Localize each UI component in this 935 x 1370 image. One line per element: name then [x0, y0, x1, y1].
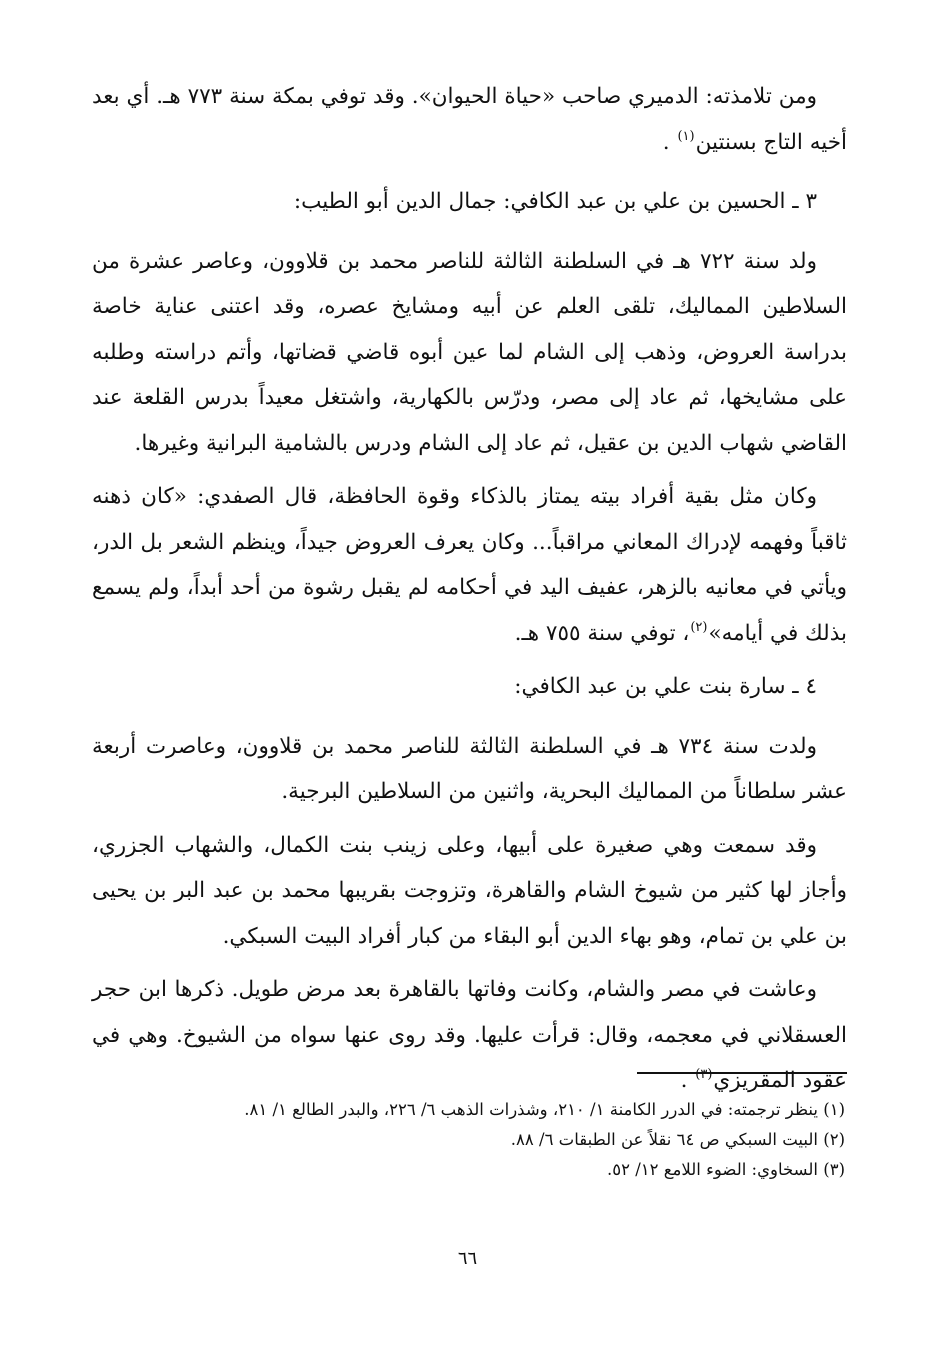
page-number: ٦٦	[457, 1248, 478, 1269]
section-heading-al-husayn	[92, 179, 847, 225]
footnote-ref-2: (٢)	[690, 619, 708, 635]
paragraph-students	[92, 74, 847, 165]
paragraph-husayn-character	[92, 474, 847, 656]
paragraph-text: ومن تلامذته: الدميري صاحب «حياة الحيوان». وقد توفي بمكة سنة ٧٧٣ هـ. أي بعد أخيه التاج بسنتين	[92, 84, 847, 155]
paragraph-sara-death	[92, 967, 847, 1104]
footnote-divider	[637, 1072, 847, 1074]
paragraph-text: وكان مثل بقية أفراد بيته يمتاز بالذكاء وقوة الحافظة، قال الصفدي: «كان ذهنه ثاقباً وفهمه لإدراك المعاني مراقباً... وكان يعرف العروض جيداً، وينظم الشعر بل الدر، ويأتي في معانيه بالزهر، عفيف اليد في أحكامه لم يقبل رشوة من أحد أبداً، ولم يسمع بذلك في أيامه»	[92, 484, 847, 646]
paragraph-text: وعاشت في مصر والشام، وكانت وفاتها بالقاهرة بعد مرض طويل. ذكرها ابن حجر العسقلاني في معجمه، وقال: قرأت عليها. وقد روى عنها سواه من الشيوخ. وهي في عقود المقريزي	[92, 977, 847, 1093]
heading-text: ٣ ـ الحسين بن علي بن عبد الكافي: جمال الدين أبو الطيب:	[293, 189, 817, 214]
heading-text: ٤ ـ سارة بنت علي بن عبد الكافي:	[514, 674, 817, 699]
paragraph-husayn-birth	[92, 239, 847, 467]
paragraph-text: ولد سنة ٧٢٢ هـ في السلطنة الثالثة للناصر محمد بن قلاوون، وعاصر عشرة من السلاطين المماليك، تلقى العلم عن أبيه ومشايخ عصره، وقد اعتنى عناية خاصة بدراسة العروض، وذهب إلى الشام لما عين أبوه قاضي قضاتها، وأتم دراسته وطلبه على مشايخها، ثم عاد إلى مصر، ودرّس بالكهارية، واشتغل معيداً بدرس القلعة عند القاضي شهاب الدين بن عقيل، ثم عاد إلى الشام ودرس بالشامية البرانية وغيرها.	[92, 248, 847, 456]
footnote-2: (٢) البيت السبكي ص ٦٤ نقلاً عن الطبقات ٦/ ٨٨.	[510, 1130, 845, 1149]
main-text	[92, 74, 847, 1112]
paragraph-tail: .	[680, 1068, 695, 1093]
footnote-1: (١) ينظر ترجمته: في الدرر الكامنة ١/ ٢١٠، وشذرات الذهب ٦/ ٢٢٦، والبدر الطالع ١/ ٨١.	[244, 1100, 845, 1119]
footnotes	[95, 1095, 845, 1185]
paragraph-tail: .	[662, 129, 677, 155]
paragraph-text: وقد سمعت وهي صغيرة على أبيها، وعلى زينب بنت الكمال، والشهاب الجزري، وأجاز لها كثير من شيوخ الشام والقاهرة، وتزوجت بقريبها محمد بن عبد البر بن يحيى بن علي بن تمام، وهو بهاء الدين أبو البقاء من كبار أفراد البيت السبكي.	[92, 832, 847, 949]
paragraph-text: ولدت سنة ٧٣٤ هـ في السلطنة الثالثة للناصر محمد بن قلاوون، وعاصرت أربعة عشر سلطاناً من المماليك البحرية، واثنين من السلاطين البرجية.	[92, 733, 847, 804]
footnote-ref-1: (١)	[677, 128, 695, 144]
paragraph-tail: ، توفي سنة ٧٥٥ هـ.	[514, 620, 690, 646]
paragraph-sara-study	[92, 823, 847, 960]
section-heading-sara	[92, 664, 847, 710]
footnote-ref-3: (٣)	[695, 1067, 713, 1082]
footnote-3: (٣) السخاوي: الضوء اللامع ١٢/ ٥٢.	[607, 1160, 845, 1179]
paragraph-sara-birth	[92, 724, 847, 815]
